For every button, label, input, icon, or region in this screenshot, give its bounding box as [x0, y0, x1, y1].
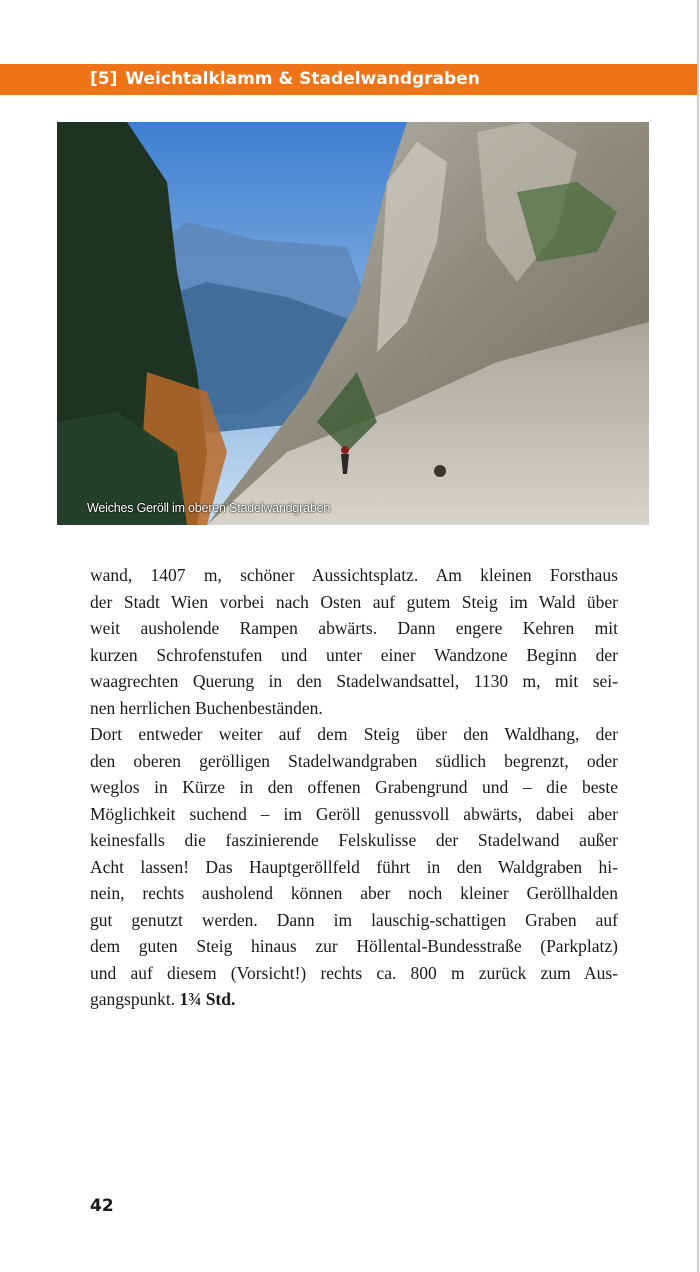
text-line: weit ausholende Rampen abwärts. Dann engere Kehren mit [90, 618, 618, 638]
page-edge-rule [697, 0, 699, 1272]
text-line: waagrechten Querung in den Stadelwandsattel, 1130 m, mit sei- [90, 671, 618, 691]
text-line: nen herrlichen Buchenbeständen. [90, 697, 323, 718]
text-line: weglos in Kürze in den offenen Grabengrund und – die beste [90, 777, 618, 797]
photo-caption: Weiches Geröll im oberen Stadelwandgraben [87, 501, 331, 515]
text-line: den oberen gerölligen Stadelwandgraben südlich begrenzt, oder [90, 750, 618, 771]
text-line: dem guten Steig hinaus zur Höllental-Bundesstraße (Parkplatz) [90, 936, 618, 956]
chapter-header-bar [0, 64, 697, 95]
paragraph-2 [90, 721, 618, 1013]
text-line: kurzen Schrofenstufen und unter einer Wandzone Beginn der [90, 644, 618, 665]
text-line: keinesfalls die faszinierende Felskulisse der Stadelwand außer [90, 830, 618, 850]
chapter-title [90, 67, 480, 92]
text-line: Möglichkeit suchend – im Geröll genussvoll abwärts, dabei aber [90, 803, 618, 824]
text-line-final [90, 986, 618, 1013]
final-line-text: gangspunkt. [90, 989, 180, 1009]
text-line: Acht lassen! Das Hauptgeröllfeld führt in den Waldgraben hi- [90, 856, 618, 877]
text-line: und auf diesem (Vorsicht!) rechts ca. 800 m zurück zum Aus- [90, 962, 618, 983]
text-line: der Stadt Wien vorbei nach Osten auf gutem Steig im Wald über [90, 591, 618, 612]
tour-number: [5] [90, 69, 118, 89]
body-text [90, 562, 618, 1013]
paragraph-1 [90, 562, 618, 721]
text-line: gut genutzt werden. Dann im lauschig-schattigen Graben auf [90, 909, 618, 930]
page-number: 42 [90, 1196, 114, 1216]
tour-title: Weichtalklamm & Stadelwandgraben [125, 69, 480, 89]
photo-illustration [57, 122, 649, 525]
walking-duration: 1¾ Std. [179, 989, 236, 1009]
landscape-photo [57, 122, 649, 525]
text-line: Dort entweder weiter auf dem Steig über den Waldhang, der [90, 724, 618, 744]
text-line: wand, 1407 m, schöner Aussichtsplatz. Am kleinen Forsthaus [90, 565, 618, 585]
text-line: nein, rechts ausholend können aber noch kleiner Geröllhalden [90, 883, 618, 903]
